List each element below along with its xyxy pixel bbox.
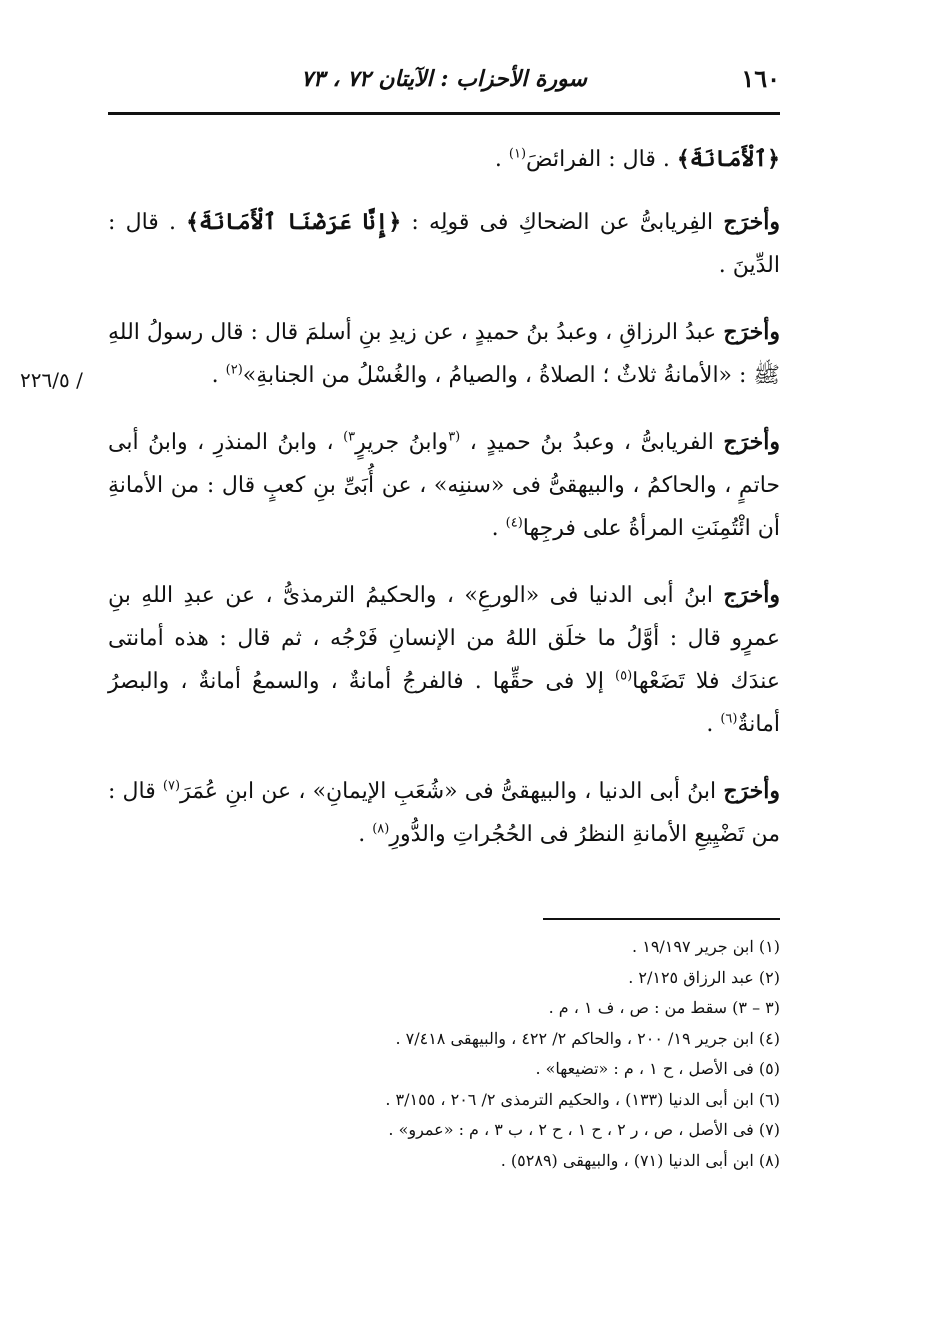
- paragraph-3: [20, 311, 780, 397]
- footnote: (٨) ابن أبى الدنيا (٧١) ، والبيهقى (٥٢٨٩) .: [500, 1150, 780, 1170]
- footnote: (١) ابن جرير ١٩/١٩٧ .: [632, 937, 780, 956]
- paragraph-5: [108, 574, 780, 746]
- footnote: (٣ – ٣) سقط من : ص ، ف ١ ، م .: [548, 998, 780, 1017]
- paragraph-lead: وأخرَج: [723, 429, 780, 455]
- quran-quote: ﴿إِنَّا عَرَضْنَا ٱلْأَمَانَةَ﴾: [186, 209, 402, 235]
- paragraph-text: عبدُ الرزاقِ ، وعبدُ بنُ حميدٍ ، عن زيدِ بنِ أسلمَ قال : قال رسولُ اللهِ ﷺ : «الأمانةُ ثلاثٌ ؛ الصلاةُ ، والصيامُ ، والغُسْلُ من الجنابةِ»: [108, 320, 780, 388]
- footnote: (٤) ابن جرير ١٩/ ٢٠٠ ، والحاكم ٢/ ٤٢٢ ، والبيهقى ٧/٤١٨ .: [395, 1028, 780, 1048]
- page-header: [108, 62, 780, 102]
- paragraph-end: . قال : الدِّينَ .: [108, 210, 780, 278]
- footnote: (٧) فى الأصل ، ص ، ر ٢ ، ح ١ ، ح ٢ ، ب ٣ ، م : «عمرو» .: [388, 1120, 780, 1139]
- paragraph-lead: وأخرَج: [723, 582, 780, 608]
- footnotes: [108, 932, 780, 1176]
- paragraph-1: [108, 138, 780, 181]
- paragraph-text: الفِريابىُّ عن الضحاكِ فى قولِه :: [401, 210, 724, 235]
- footnote: (٦) ابن أبى الدنيا (١٣٣) ، والحكيم الترمذى ٢/ ٢٠٦ ، ٣/١٥٥ .: [385, 1089, 780, 1109]
- paragraph-text: إلا فى حقِّها . فالفرجُ أمانةٌ ، والسمعُ أمانةٌ ، والبصرُ أمانةٌ: [108, 669, 780, 737]
- footnote-ref: (٨): [372, 821, 390, 837]
- paragraph-text: ، وابنُ المنذرِ ، وابنُ أبى حاتمٍ ، والحاكمُ ، والبيهقىُّ فى «سننِه» ، عن أُبَىِّ بنِ كعبٍ قال : من الأمانةِ أن ائْتُمِنَتِ المرأةُ على فرجِها: [108, 430, 780, 541]
- paragraph-end: .: [706, 712, 721, 737]
- paragraph-2: [108, 201, 780, 287]
- paragraph-end: .: [358, 822, 373, 847]
- paragraph-end: .: [211, 363, 226, 388]
- margin-page-reference: ٢٢٦/٥ /: [20, 368, 83, 392]
- quran-quote: ﴿ٱلْأَمَانَةَ﴾: [676, 146, 780, 172]
- paragraph-lead: وأخرَج: [723, 319, 780, 345]
- paragraph-lead: وأخرَج: [723, 778, 780, 804]
- footnote-ref: (٥): [615, 668, 633, 684]
- footnote-ref: (٣: [448, 429, 461, 445]
- paragraph-text: . قال : الفرائضَ: [526, 147, 677, 172]
- footnote-ref: ٣): [343, 429, 356, 445]
- main-text: [20, 138, 780, 880]
- footnote-ref: (٧): [162, 778, 181, 794]
- header-rule: [108, 112, 780, 115]
- paragraph-text: قال : من تَضْيِيعِ الأمانةِ النظرُ فى الحُجُراتِ والدُّورِ: [108, 779, 780, 847]
- footnote-rule: [543, 918, 780, 920]
- footnote: (٥) فى الأصل ، ح ١ ، م : «تضيعها» .: [535, 1059, 780, 1078]
- footnote: (٢) عبد الرزاق ٢/١٢٥ .: [628, 967, 780, 987]
- paragraph-text: ابنُ أبى الدنيا ، والبيهقىُّ فى «شُعَبِ الإيمانِ» ، عن ابنِ عُمَرَ: [180, 779, 724, 804]
- page-number: ١٦٠: [741, 64, 780, 93]
- paragraph-end: .: [494, 147, 509, 172]
- footnote-ref: (٢): [225, 362, 243, 378]
- paragraph-end: .: [491, 516, 506, 541]
- paragraph-text: وابنُ جريرٍ: [355, 430, 449, 455]
- footnote-ref: (٦): [720, 711, 738, 727]
- paragraph-lead: وأخرَج: [723, 209, 780, 235]
- paragraph-6: [108, 770, 780, 856]
- footnote-ref: (١): [508, 146, 527, 162]
- paragraph-text: ابنُ أبى الدنيا فى «الورعِ» ، والحكيمُ الترمذىُّ ، عن عبدِ اللهِ بنِ عمرٍو قال : أوَّلُ ما خلَق اللهُ من الإنسانِ فَرْجُه ، ثم قال : هذه أمانتى عندَك فلا تَضَعْها: [108, 583, 780, 694]
- paragraph-text: الفريابىُّ ، وعبدُ بنُ حميدٍ ،: [460, 430, 724, 455]
- footnote-ref: (٤): [505, 515, 523, 531]
- paragraph-4: [108, 421, 780, 550]
- running-title: سورة الأحزاب : الآيتان ٧٢ ، ٧٣: [301, 66, 587, 92]
